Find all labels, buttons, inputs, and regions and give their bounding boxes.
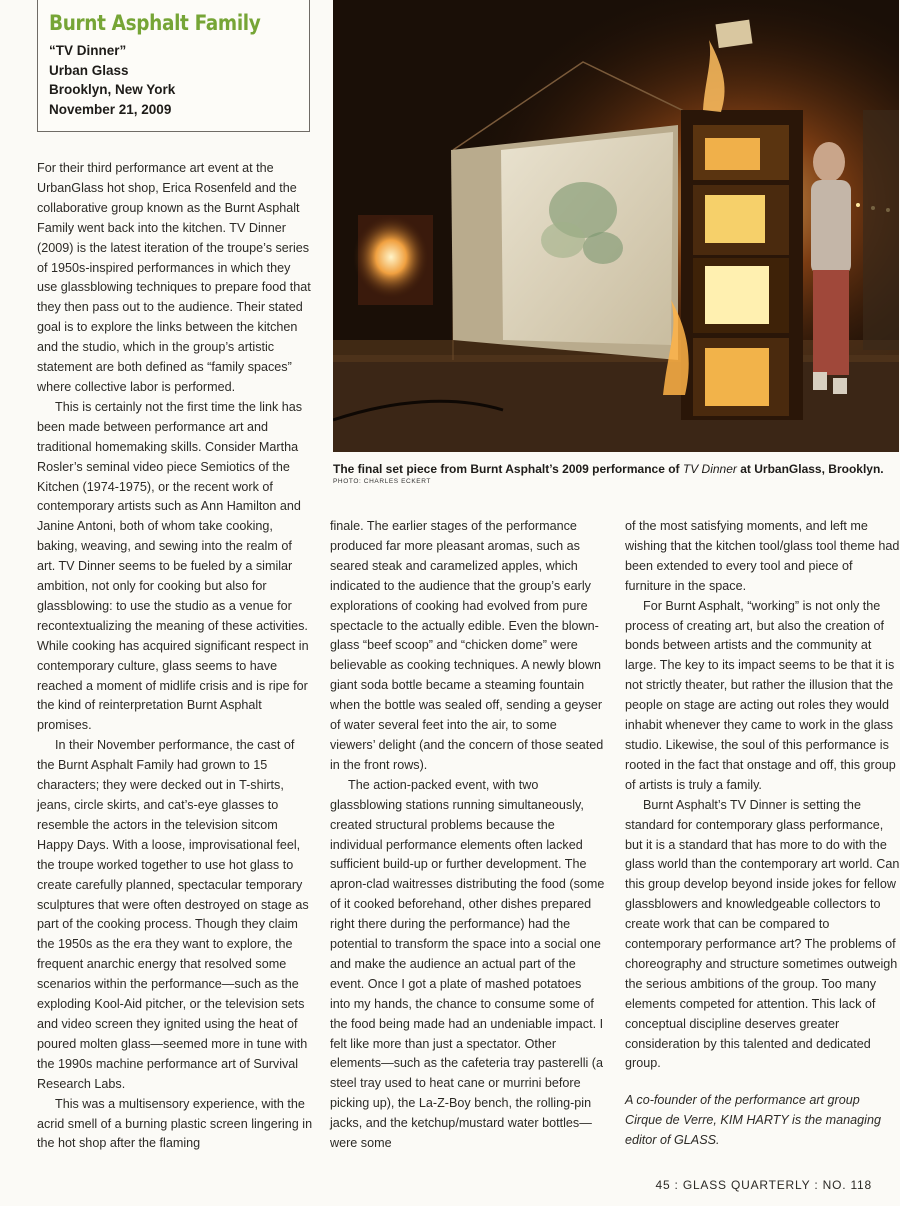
article-column-2	[330, 517, 605, 1154]
page-footer: 45 : GLASS QUARTERLY : NO. 118	[655, 1178, 872, 1192]
paragraph: The action-packed event, with two glassblowing stations running simultaneously, created structural problems because the individual performance elements often lacked sufficient build-up or further development. The apron-clad waitresses distributing the food (some of it cooked beforehand, other dishes prepared right there during the performance) had the potential to transform the space into a social one and make the audience an actual part of the event. Once I got a plate of mashed potatoes into my hands, the chance to consume some of the food being made had an undeniable impact. I felt like more than just a spectator. Other elements—such as the cafeteria tray pasterelli (a steel tray used to heat cane or murrini before picking up), the La-Z-Boy bench, the rolling-pin jacks, and the ketchup/mustard water bottles—were some	[330, 777, 605, 1151]
event-work-title: “TV Dinner”	[49, 43, 127, 58]
event-title: Burnt Asphalt Family	[49, 11, 261, 35]
paragraph: This was a multisensory experience, with the acrid smell of a burning plastic screen lingering in the hot shop after the flaming	[37, 1096, 313, 1151]
performance-photo-illustration	[333, 0, 899, 452]
performance-photo	[333, 0, 899, 452]
event-info-box	[37, 0, 310, 132]
paragraph: For their third performance art event at the UrbanGlass hot shop, Erica Rosenfeld and the collaborative group known as the Burnt Asphalt Family went back into the kitchen. TV Dinner (2009) is the latest iteration of the troupe’s series of 1950s-inspired performances in which they use glassblowing techniques to prepare food that they then pass out to the audience. Their stated goal is to explore the links between the kitchen and the studio, which in the group’s artistic statement are both defined as “family spaces” where collective labor is performed.	[37, 161, 311, 394]
photo-caption: The final set piece from Burnt Asphalt’s 2009 performance of TV Dinner at UrbanGlass, Brooklyn.	[333, 462, 884, 476]
paragraph: Burnt Asphalt’s TV Dinner is setting the standard for contemporary glass performance, but it is a standard that has more to do with the glass world than the contemporary art world. Can this group develop beyond inside jokes for fellow glassblowers and knowledgeable collectors to create work that can be compared to contemporary performance art? The problems of choreography and structure sometimes outweigh the serious ambitions of the group. Too many elements competed for attention. This lack of conceptual discipline deserves greater consideration by this talented and dedicated group.	[625, 797, 900, 1071]
paragraph: finale. The earlier stages of the performance produced far more pleasant aromas, such as seared steak and caramelized apples, which indicated to the audience that the group’s early explorations of cooking had evolved from pure spectacle to the actually edible. Even the blown-glass “beef scoop” and “chicken dome” were believable as cooking techniques. A newly blown giant soda bottle became a steaming fountain when the bottle was sealed off, sending a geyser of water several feet into the air, to some viewers’ delight (and the concern of those seated in the front rows).	[330, 519, 604, 772]
event-venue: Urban Glass	[49, 62, 129, 78]
photo-credit: PHOTO: CHARLES ECKERT	[333, 478, 431, 485]
paragraph: This is certainly not the first time the link has been made between performance art and traditional homemaking skills. Consider Martha Rosler’s seminal video piece Semiotics of the Kitchen (1974-1975), or the recent work of contemporary artists such as Ann Hamilton and Janine Antoni, both of whom take cooking, baking, weaving, and sewing into the realm of art. TV Dinner seems to be fueled by a similar ambition, not only for cooking but also for glassblowing: to use the studio as a venue for recontextualizing the meaning of these activities. While cooking has acquired significant respect in contemporary culture, glass seems to have reached a moment of midlife crisis and is ripe for the kind of reinterpretation Burnt Asphalt promises.	[37, 399, 309, 733]
article-column-3	[625, 517, 900, 1151]
paragraph: of the most satisfying moments, and left me wishing that the kitchen tool/glass tool theme had been extended to every tool and piece of furniture in the space.	[625, 519, 900, 593]
paragraph: For Burnt Asphalt, “working” is not only the process of creating art, but also the creation of bonds between artists and the community at large. The key to its impact seems to be that it is not strictly theater, but rather the illusion that the people on stage are acting out roles they would inhabit whenever they came to work in the glass studio. Likewise, the soul of this performance is rooted in the fact that onstage and off, this group of artists is truly a family.	[625, 598, 896, 792]
paragraph: In their November performance, the cast of the Burnt Asphalt Family had grown to 15 characters; they were decked out in T-shirts, jeans, circle skirts, and cat’s-eye glasses to resemble the actors in the television sitcom Happy Days. With a loose, improvisational feel, the troupe worked together to use hot glass to create carefully planned, spectacular temporary sculptures that were often destroyed on stage as part of the cooking process. Though they claim the 1950s as the era they want to explore, the frequent anarchic energy that resolved some scenarios within the performance—such as the exploding Kool-Aid pitcher, or the television sets and video screen they ignited using the heat of poured molten glass—seemed more in tune with the 1990s machine performance art of Survival Research Labs.	[37, 738, 309, 1091]
event-location: Brooklyn, New York	[49, 82, 176, 97]
author-bio: A co-founder of the performance art group Cirque de Verre, KIM HARTY is the managing editor of GLASS.	[625, 1093, 881, 1148]
article-column-1	[37, 159, 313, 1154]
event-date: November 21, 2009	[49, 101, 172, 117]
